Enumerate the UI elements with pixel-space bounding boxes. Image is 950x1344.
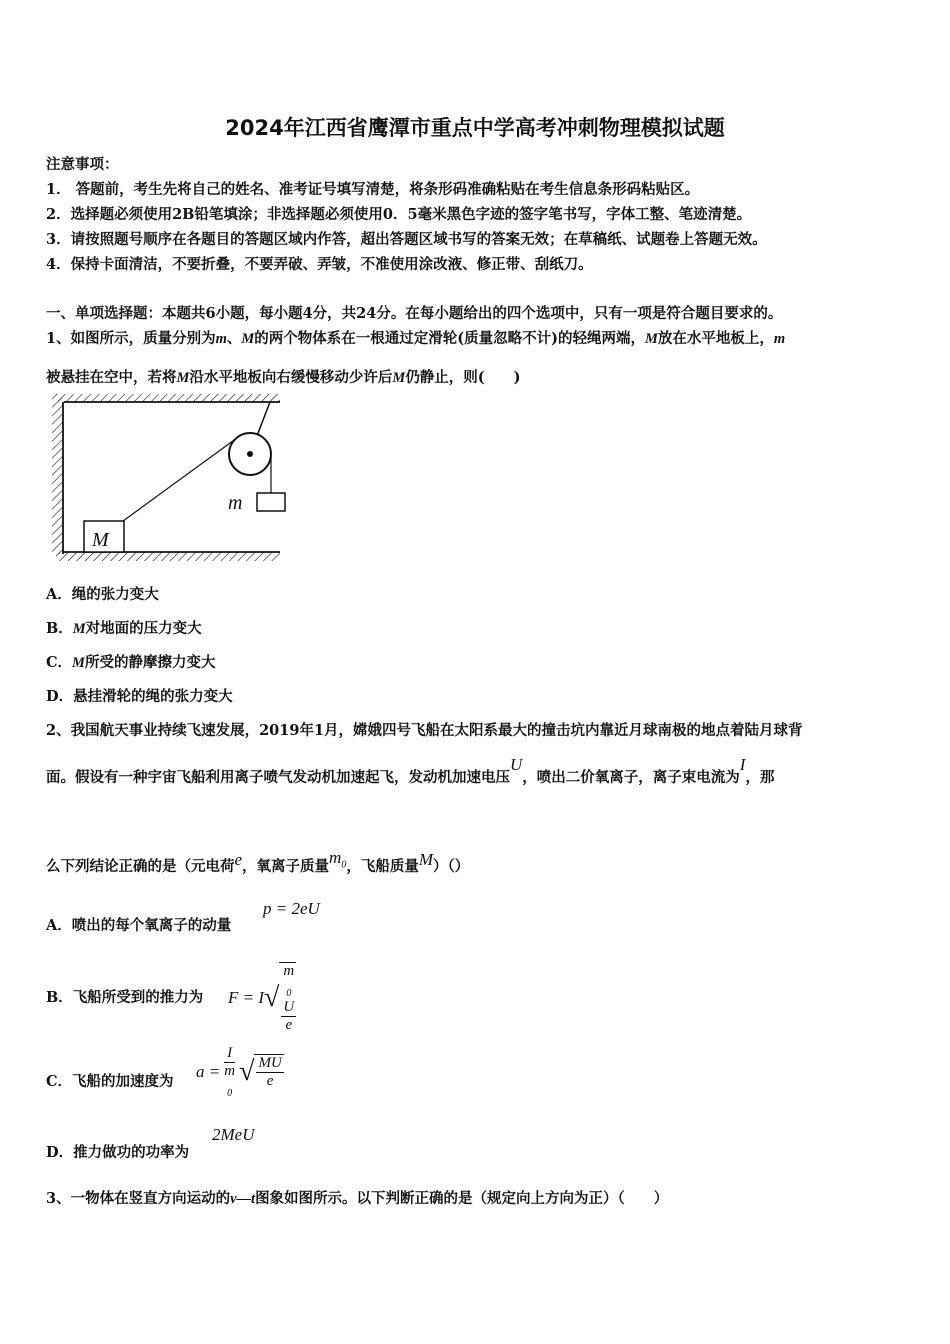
q2-option-a[interactable]: A．喷出的每个氧离子的动量 <box>46 917 232 934</box>
q2-option-c[interactable]: C．飞船的加速度为 <box>46 1073 174 1090</box>
q1-pulley-figure <box>50 392 290 564</box>
q2-option-c-formula: a = I m $_0$ √ $\frac{MU}{e}$ <box>196 1045 282 1099</box>
rope-to-M <box>123 435 241 521</box>
label-M: M <box>92 529 109 551</box>
q1-stem-line1: 1、如图所示，质量分别为m、M的两个物体系在一根通过定滑轮(质量忽略不计)的轻绳两端，M放在水平地板上，m <box>46 330 786 347</box>
label-m: m <box>228 492 243 514</box>
ceiling-hatch <box>56 394 280 402</box>
q2-option-d-formula: 2MeU <box>212 1125 255 1144</box>
floor-hatch <box>56 552 280 561</box>
q2-option-a-formula: p = 2eU <box>263 899 320 918</box>
pulley-axle <box>247 451 253 457</box>
page-title: 2024年江西省鹰潭市重点中学高考冲刺物理模拟试题 <box>225 116 725 140</box>
q1-stem-line2: 被悬挂在空中，若将M沿水平地板向右缓慢移动少许后M仍静止，则( ) <box>46 369 521 386</box>
notice-item-1: 1． 答题前，考生先将自己的姓名、准考证号填写清楚，将条形码准确粘贴在考生信息条形码粘贴区。 <box>46 181 700 198</box>
q1-option-c[interactable]: C．M所受的静摩擦力变大 <box>46 654 216 671</box>
notice-item-4: 4．保持卡面清洁，不要折叠，不要弄破、弄皱，不准使用涂改液、修正带、刮纸刀。 <box>46 256 593 273</box>
wall-hatch <box>52 394 62 554</box>
q2-option-b-formula: F = I√ m $_0$ U e <box>228 963 295 1033</box>
notice-item-3: 3．请按照题号顺序在各题目的答题区域内作答，超出答题区域书写的答案无效；在草稿纸、试题卷上答题无效。 <box>46 231 767 248</box>
q2-stem-line3: 么下列结论正确的是（元电荷e，氧离子质量$m_0$，飞船质量M）（） <box>46 848 470 875</box>
q2-option-b[interactable]: B．飞船所受到的推力为 <box>46 989 204 1006</box>
q2-option-d[interactable]: D．推力做功的功率为 <box>46 1144 190 1161</box>
notice-heading: 注意事项： <box>46 156 119 173</box>
notice-item-2: 2．选择题必须使用2B铅笔填涂；非选择题必须使用0．5毫米黑色字迹的签字笔书写，字体工整、笔迹清楚。 <box>46 206 752 223</box>
q3-stem: 3、一物体在竖直方向运动的v—t图象如图所示。以下判断正确的是（规定向上方向为正）（ ） <box>46 1190 669 1207</box>
section-heading: 一、单项选择题：本题共6小题，每小题4分，共24分。在每小题给出的四个选项中，只有一项是符合题目要求的。 <box>46 305 783 322</box>
q1-option-a[interactable]: A．绳的张力变大 <box>46 586 159 603</box>
block-m <box>257 493 285 511</box>
q1-option-b[interactable]: B．M对地面的压力变大 <box>46 620 202 637</box>
q1-option-d[interactable]: D．悬挂滑轮的绳的张力变大 <box>46 688 233 705</box>
q2-stem-line2: 面。假设有一种宇宙飞船利用离子喷气发动机加速起飞，发动机加速电压U，喷出二价氧离子，离子束电流为I，那 <box>46 755 775 786</box>
q2-stem-line1: 2、我国航天事业持续飞速发展，2019年1月，嫦娥四号飞船在太阳系最大的撞击坑内靠近月球南极的地点着陆月球背 <box>46 722 803 739</box>
